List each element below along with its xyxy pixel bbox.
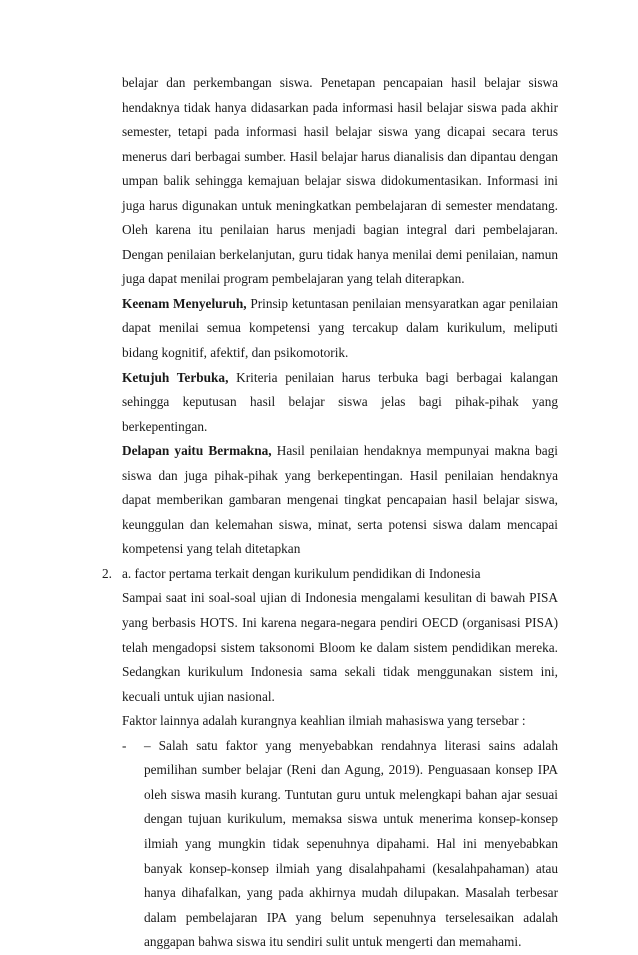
page-content [102, 71, 559, 955]
item-heading: a. factor pertama terkait dengan kurikulum pendidikan di Indonesia [122, 565, 481, 581]
paragraph-lead: Delapan yaitu Bermakna, [122, 443, 272, 459]
dash-bullet: - [122, 737, 127, 753]
paragraph-ketujuh [122, 366, 558, 440]
list-number: 2. [102, 565, 112, 581]
dash-item-content: – Salah satu faktor yang menyebabkan rendahnya literasi sains adalah pemilihan sumber belajar (Reni dan Agung, 2019). Penguasaan konsep IPA oleh siswa masih kurang. Tuntutan guru untuk melengkapi bahan ajar sesuai dengan tujuan kurikulum, memaksa siswa untuk menerima konsep-konsep ilmiah yang mungkin tidak sepenuhnya dipahami. Hal ini menyebabkan banyak konsep-konsep ilmiah yang disalahpahami (kesalahpahaman) atau hanya dihafalkan, yang pada akhirnya mudah dilupakan. Masalah terbesar dalam pembelajaran IPA yang belum sepenuhnya terselesaikan adalah anggapan bahwa siswa itu sendiri sulit untuk mengerti dan memahami. [144, 737, 558, 950]
dash-item-text [122, 734, 558, 955]
paragraph-keenam [122, 292, 558, 366]
paragraph-text: Hasil penilaian hendaknya mempunyai makna bagi siswa dan juga pihak-pihak yang berkepentingan. Hasil penilaian hendaknya dapat memberikan gambaran mengenai tingkat pencapaian hasil belajar siswa, keunggulan dan kelemahan siswa, minat, serta potensi siswa dalam mencapai kompetensi yang telah ditetapkan [122, 443, 558, 557]
paragraph-continuation [122, 71, 558, 292]
paragraph-text: Kriteria penilaian harus terbuka bagi berbagai kalangan sehingga keputusan hasil belajar siswa jelas bagi pihak-pihak yang berkepentingan. [122, 369, 558, 434]
dash-list-item [122, 734, 558, 955]
paragraph-text: belajar dan perkembangan siswa. Penetapan pencapaian hasil belajar siswa hendaknya tidak hanya didasarkan pada informasi hasil belajar siswa pada akhir semester, tetapi pada informasi hasil belajar siswa yang dicapai secara terus menerus dari berbagai sumber. Hasil belajar harus dianalisis dan dipantau dengan umpan balik sehingga kemajuan belajar siswa didokumentasikan. Informasi ini juga harus digunakan untuk meningkatkan pembelajaran di semester mendatang. Oleh karena itu penilaian harus menjadi bagian integral dari pembelajaran. Dengan penilaian berkelanjutan, guru tidak hanya menilai demi penilaian, namun juga dapat menilai program pembelajaran yang telah diterapkan. [122, 75, 558, 287]
item-paragraph-1: Sampai saat ini soal-soal ujian di Indonesia mengalami kesulitan di bawah PISA yang berbasis HOTS. Ini karena negara-negara pendiri OECD (organisasi PISA) telah mengadopsi sistem taksonomi Bloom ke dalam sistem pendidikan mereka. Sedangkan kurikulum Indonesia sama sekali tidak menggunakan sistem ini, kecuali untuk ujian nasional. [122, 590, 558, 704]
paragraph-lead: Ketujuh Terbuka, [122, 369, 229, 385]
item-paragraph-2: Faktor lainnya adalah kurangnya keahlian ilmiah mahasiswa yang tersebar : [122, 713, 526, 729]
paragraph-delapan [122, 439, 558, 562]
paragraph-text: Prinsip ketuntasan penilaian mensyaratkan agar penilaian dapat menilai semua kompetensi yang tercakup dalam kurikulum, meliputi bidang kognitif, afektif, dan psikomotorik. [122, 295, 559, 361]
numbered-item-2 [102, 562, 558, 734]
paragraph-lead: Keenam Menyeluruh, [122, 295, 247, 311]
